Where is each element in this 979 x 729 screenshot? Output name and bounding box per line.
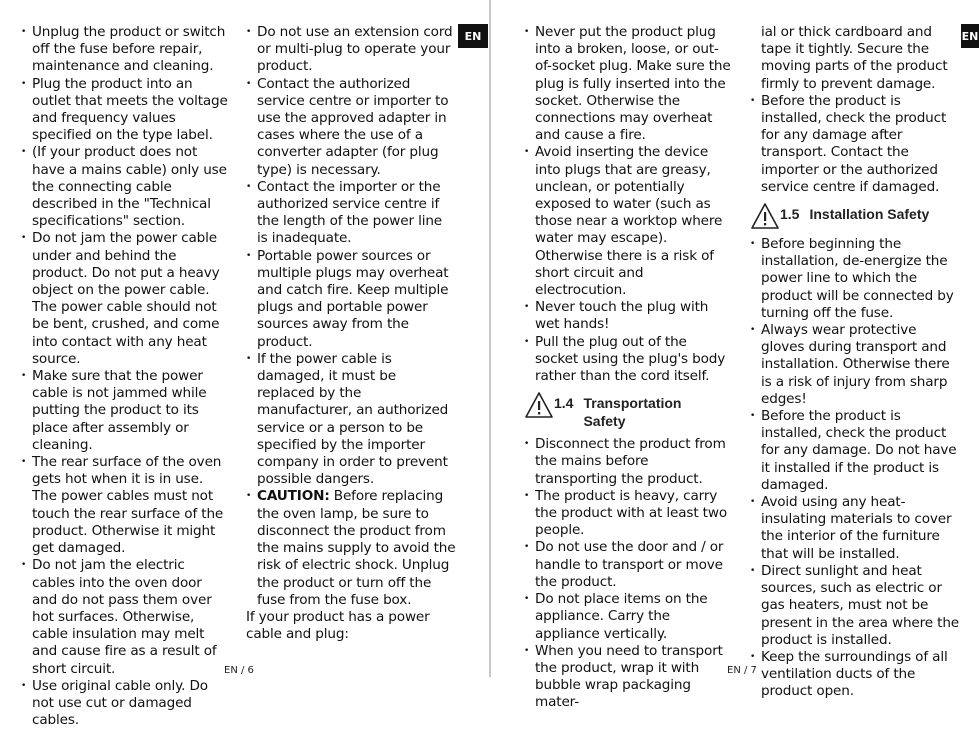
bullet-item: • Plug the product into an outlet that meets the voltage and frequency values specified on the type label. [21,76,229,145]
bullet-item: • Before the product is installed, check the product for any damage after transport. Contact the importer or the authorized service centre if damaged. [750,93,960,196]
language-tab: EN [961,24,979,48]
bullet-item: • Avoid using any heat-insulating materials to cover the interior of the furniture that will be installed. [750,494,960,563]
section-number: 1.5 [780,206,800,223]
bullet-item: • Never put the product plug into a broken, loose, or out-of-socket plug. Make sure the plug is fully inserted into the socket. Otherwise the connections may overheat and cause a fire. [524,24,732,144]
bullet-item: • Do not use an extension cord or multi-plug to operate your product. [246,24,456,76]
left-page-column-1 [21,24,229,729]
bullet-item: • Do not jam the power cable under and behind the product. Do not put a heavy object on the power cable. The power cable should not be bent, crushed, and come into contact with any heat source. [21,230,229,368]
bullet-item: • Do not place items on the appliance. Carry the appliance vertically. [524,591,732,643]
right-col2-top-list [750,93,960,196]
bullet-item: • Portable power sources or multiple plugs may overheat and catch fire. Keep multiple plugs and portable power sources away from the product. [246,248,456,351]
section-title: Installation Safety [809,206,930,223]
continued-text: ial or thick cardboard and tape it tightly. Secure the moving parts of the product firmly to prevent damage. [761,24,948,92]
right-col1-top-list [524,24,732,385]
bullet-item: • Do not use the door and / or handle to transport or move the product. [524,539,732,591]
right-page [491,0,979,711]
bullet-item: • When you need to transport the product, wrap it with bubble wrap packaging mater- [524,643,732,712]
bullet-item: • Avoid inserting the device into plugs that are greasy, unclean, or potentially exposed to water (such as those near a worktop where water may escape). Otherwise there is a risk of short circuit and electrocution. [524,144,732,299]
bullet-item: • The rear surface of the oven gets hot when it is in use. The power cables must not touch the rear surface of the product. Otherwise it might get damaged. [21,454,229,557]
bullet-item: • (If your product does not have a mains cable) only use the connecting cable described in the "Technical specifications" section. [21,144,229,230]
bullet-item: • Use original cable only. Do not use cut or damaged cables. [21,678,229,729]
bullet-item: • Keep the surroundings of all ventilation ducts of the product open. [750,649,960,701]
left-page [0,0,489,729]
section-heading-transportation [524,394,732,430]
bullet-item: • Before beginning the installation, de-energize the power line to which the product will be connected by turning off the fuse. [750,236,960,322]
bullet-item: • Contact the importer or the authorized service centre if the length of the power line is inadequate. [246,179,456,248]
caution-label: CAUTION: [257,488,330,505]
caution-list [246,488,456,608]
left-col2-list [246,24,456,488]
language-tab: EN [458,24,488,48]
bullet-item: • Contact the authorized service centre or importer to use the approved adapter in cases where the use of a converter adapter (for plug type) is necessary. [246,76,456,179]
bullet-item: • Never touch the plug with wet hands! [524,299,732,333]
bullet-item: • Always wear protective gloves during transport and installation. Otherwise there is a risk of injury from sharp edges! [750,322,960,408]
warning-icon [524,391,554,419]
bullet-item: • Pull the plug out of the socket using the plug's body rather than the cord itself. [524,334,732,386]
caution-item [246,488,456,608]
page-number: EN / 7 [727,665,757,676]
bullet-item: • If the power cable is damaged, it must be replaced by the manufacturer, an authorized service or a person to be specified by the importer company in order to prevent possible dangers. [246,351,456,489]
warning-icon [750,202,780,230]
caution-text: Before replacing the oven lamp, be sure to disconnect the product from the mains supply to avoid the risk of electric shock. Unplug the product or turn off the fuse from the fuse box. [257,488,456,608]
power-cable-intro: If your product has a power cable and plug: [246,608,430,643]
bullet-item: • The product is heavy, carry the product with at least two people. [524,488,732,540]
bullet-item: • Direct sunlight and heat sources, such as electric or gas heaters, must not be present in the area where the product is installed. [750,563,960,649]
section-heading-installation [750,205,960,230]
bullet-item: • Unplug the product or switch off the fuse before repair, maintenance and cleaning. [21,24,229,76]
left-page-column-2 [246,24,456,643]
bullet-item: • Disconnect the product from the mains before transporting the product. [524,436,732,488]
section-title: Transportation Safety [583,395,682,430]
section-number: 1.4 [554,395,574,412]
bullet-item: • Make sure that the power cable is not jammed while putting the product to its place after assembly or cleaning. [21,368,229,454]
right-col1-bottom-list [524,436,732,711]
page-number: EN / 6 [224,665,254,676]
bullet-item: • Before the product is installed, check the product for any damage. Do not have it installed if the product is damaged. [750,408,960,494]
left-col1-list [21,24,229,729]
right-col2-bottom-list [750,236,960,700]
right-page-column-1 [524,24,732,712]
bullet-item: • Do not jam the electric cables into the oven door and do not pass them over hot surfaces. Otherwise, cable insulation may melt and cause fire as a result of short circuit. [21,557,229,677]
right-page-column-2 [750,24,960,701]
